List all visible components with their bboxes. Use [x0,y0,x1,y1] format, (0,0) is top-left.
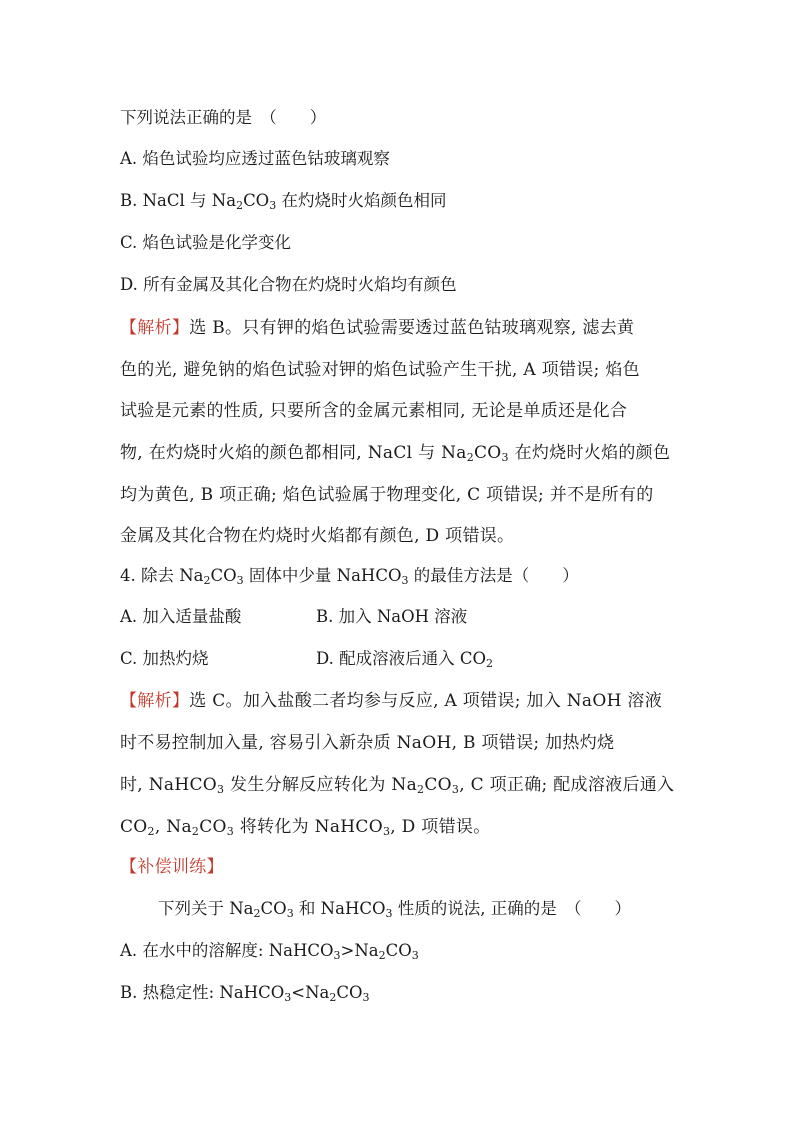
supplement-option-b: B. 热稳定性: $NaHCO_3<Na_2CO_3$ [120,983,370,1004]
analysis2-line3: 时, NaHCO$_3$ 发生分解反应转化为 $Na_2CO_3$, C 项正确; 配成溶液后通入 [120,775,675,796]
analysis1-line1: 【解析】选 B。只有钾的焰色试验需要透过蓝色钴玻璃观察, 滤去黄 [120,318,635,338]
analysis1-line4: 物, 在灼烧时火焰的颜色都相同, NaCl 与 $Na_2CO_3$ 在灼烧时火焰的颜色 [120,443,671,464]
analysis2-line1: 【解析】选 C。加入盐酸二者均参与反应, A 项错误; 加入 NaOH 溶液 [120,691,663,711]
supplement-tag: 【补偿训练】 [120,857,224,877]
q4-option-c: C. 加热灼烧 [120,649,209,668]
analysis1-line3: 试验是元素的性质, 只要所含的金属元素相同, 无论是单质还是化合 [120,401,628,421]
q3-stem: 下列说法正确的是 （ ） [120,108,327,127]
q4-option-d: D. 配成溶液后通入 $CO_2$ [316,649,494,670]
q3-option-a: A. 焰色试验均应透过蓝色钴玻璃观察 [120,149,390,168]
q4-option-a: A. 加入适量盐酸 [120,607,242,626]
q4-option-b: B. 加入 NaOH 溶液 [316,607,468,626]
analysis1-line5: 均为黄色, B 项正确; 焰色试验属于物理变化, C 项错误; 并不是所有的 [120,485,654,505]
supplement-option-a: A. 在水中的溶解度: $NaHCO_3>Na_2CO_3$ [120,941,419,962]
q3-option-d: D. 所有金属及其化合物在灼烧时火焰均有颜色 [120,275,457,294]
q3-option-c: C. 焰色试验是化学变化 [120,233,292,252]
analysis2-line2: 时不易控制加入量, 容易引入新杂质 NaOH, B 项错误; 加热灼烧 [120,733,615,753]
analysis2-line4: $CO_2$, $Na_2CO_3$ 将转化为 NaHCO$_3$, D 项错误。 [120,817,491,838]
analysis-tag: 【解析】 [120,318,190,338]
supplement-stem: 下列关于 $Na_2CO_3$ 和 NaHCO$_3$ 性质的说法, 正确的是 （ ） [158,899,631,920]
q3-option-b: B. NaCl 与 $Na_2CO_3$ 在灼烧时火焰颜色相同 [120,191,447,212]
analysis-tag: 【解析】 [120,691,190,711]
analysis1-line6: 金属及其化合物在灼烧时火焰都有颜色, D 项错误。 [120,526,515,546]
q4-stem: 4. 除去 $Na_2CO_3$ 固体中少量 NaHCO$_3$ 的最佳方法是（ ） [120,566,579,587]
analysis1-line2: 色的光, 避免钠的焰色试验对钾的焰色试验产生干扰, A 项错误; 焰色 [120,360,640,380]
